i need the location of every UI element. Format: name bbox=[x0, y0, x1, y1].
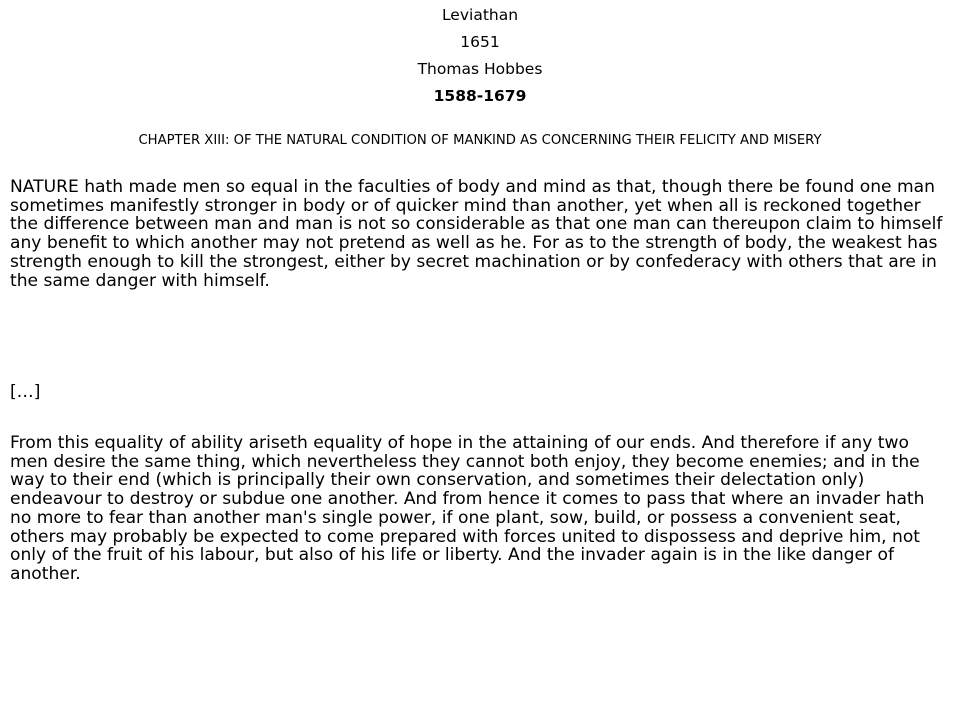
omission-marker: […] bbox=[10, 382, 41, 402]
author-lifespan: 1588-1679 bbox=[433, 87, 527, 105]
publication-year: 1651 bbox=[460, 33, 500, 51]
body-paragraph-1: NATURE hath made men so equal in the faculties of body and mind as that, though there be found one man sometimes manifestly stronger in body or of quicker mind than another, yet when all is reckoned together the difference between man and man is not so considerable as that one man can thereupon claim to himself any benefit to which another may not pretend as well as he. For as to the strength of body, the weakest has strength enough to kill the strongest, either by secret machination or by confederacy with others that are in the same danger with himself. bbox=[10, 177, 943, 291]
work-title: Leviathan bbox=[441, 6, 519, 24]
title-block bbox=[0, 2, 960, 110]
body-paragraph-2: From this equality of ability ariseth equality of hope in the attaining of our ends. And therefore if any two men desire the same thing, which nevertheless they cannot both enjoy, they become enemies; and in the way to their end (which is principally their own conservation, and sometimes their delectation only) endeavour to destroy or subdue one another. And from hence it comes to pass that where an invader hath no more to fear than another man's single power, if one plant, sow, build, or possess a convenient seat, others may probably be expected to come prepared with forces united to dispossess and deprive him, not only of the fruit of his labour, but also of his life or liberty. And the invader again is in the like danger of another. bbox=[10, 433, 925, 584]
chapter-title: CHAPTER XIII: OF THE NATURAL CONDITION OF MANKIND AS CONCERNING THEIR FELICITY AND MISERY bbox=[138, 133, 822, 148]
author-name: Thomas Hobbes bbox=[417, 60, 543, 78]
